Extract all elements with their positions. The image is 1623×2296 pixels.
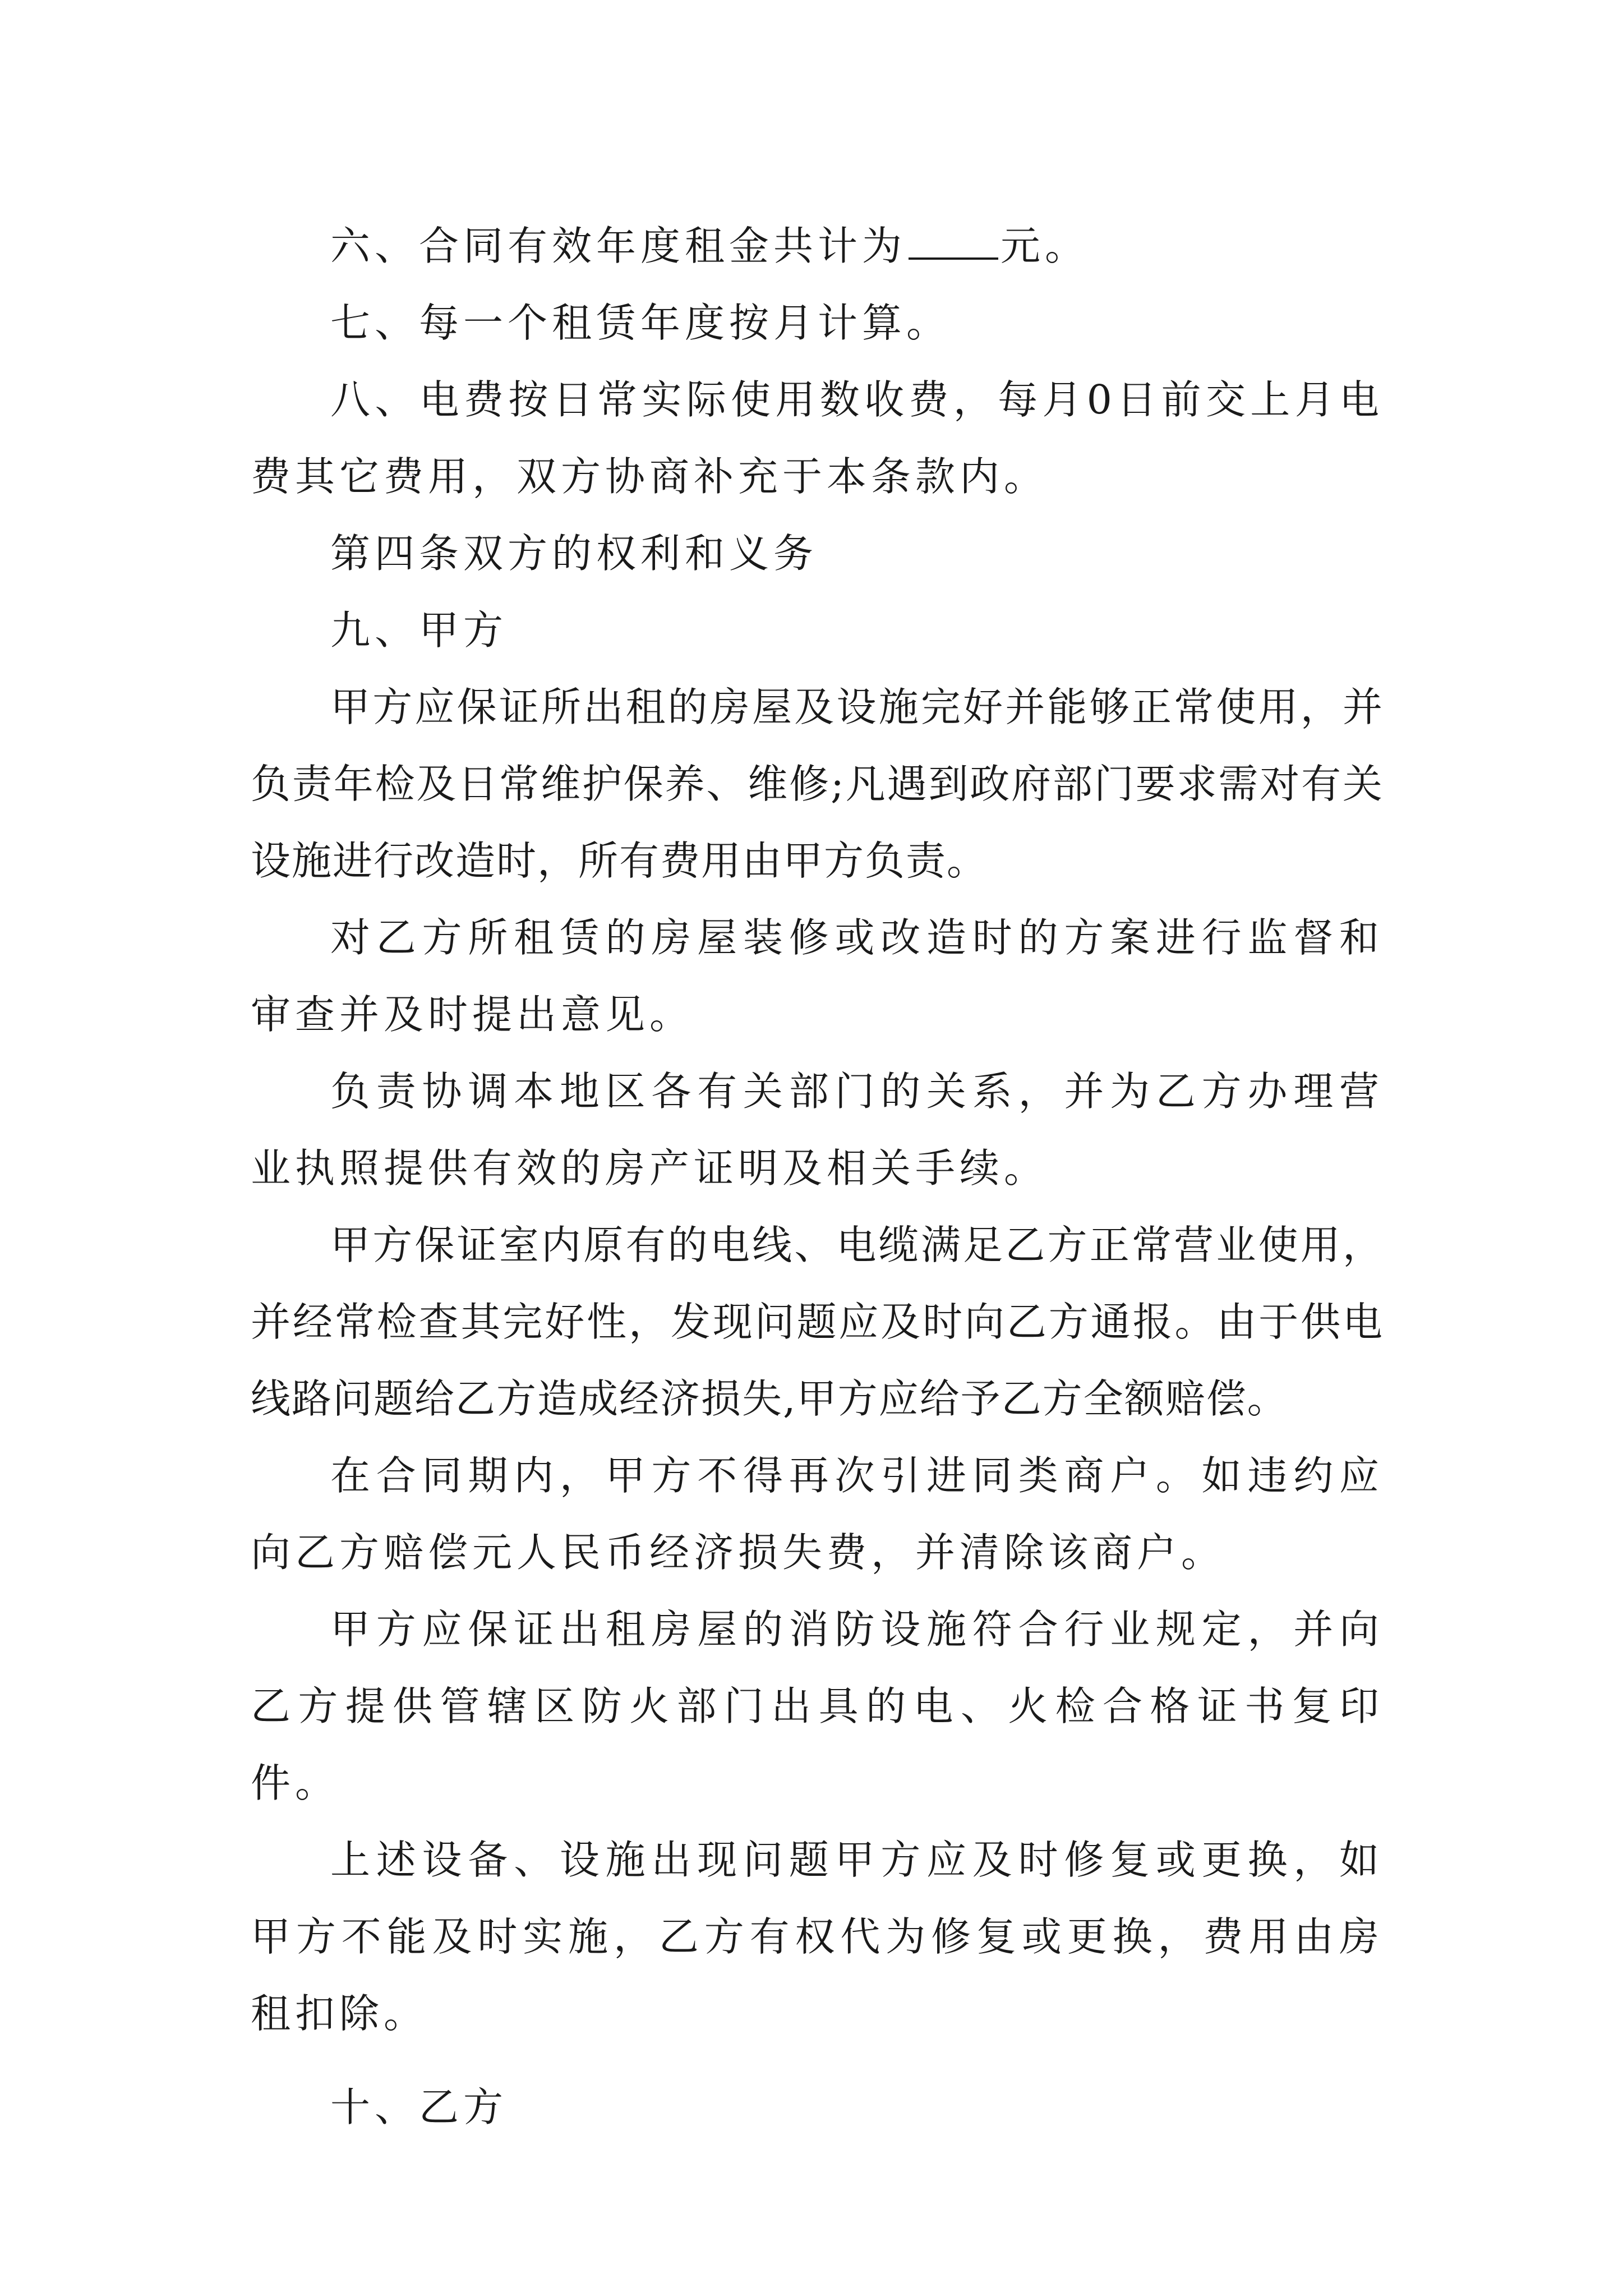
paragraph-party-a-facilities: 甲方应保证所出租的房屋及设施完好并能够正常使用，并负责年检及日常维护保养、维修;凡遇到政府部门要求需对有关设施进行改造时，所有费用由甲方负责。: [251, 684, 1384, 884]
rent-amount-blank: [909, 224, 998, 260]
paragraph-electricity-fee: 八、电费按日常实际使用数收费，每月0日前交上月电费其它费用，双方协商补充于本条款内。: [251, 376, 1384, 500]
paragraph-party-a-exclusivity: 在合同期内，甲方不得再次引进同类商户。如违约应向乙方赔偿元人民币经济损失费，并清除该商户。: [251, 1452, 1384, 1576]
spacer: [251, 2052, 1384, 2069]
subsection-heading-party-a: 九、甲方: [330, 607, 508, 654]
rent-total-unit: 元。: [1000, 223, 1090, 269]
section-heading-rights-obligations: 第四条双方的权利和义务: [330, 530, 818, 577]
document-body: [251, 208, 1384, 2146]
paragraph-party-a-coordination: 负责协调本地区各有关部门的关系，并为乙方办理营业执照提供有效的房产证明及相关手续。: [251, 1068, 1384, 1191]
paragraph-monthly-calc: 七、每一个租赁年度按月计算。: [330, 300, 951, 346]
paragraph-party-a-electrical: 甲方保证室内原有的电线、电缆满足乙方正常营业使用，并经常检查其完好性，发现问题应及时向乙方通报。由于供电线路问题给乙方造成经济损失,甲方应给予乙方全额赔偿。: [251, 1222, 1384, 1422]
paragraph-party-a-supervision: 对乙方所租赁的房屋装修或改造时的方案进行监督和审查并及时提出意见。: [251, 914, 1384, 1038]
paragraph-rent-total: [251, 208, 1384, 284]
subsection-heading-party-b: 十、乙方: [330, 2084, 508, 2131]
paragraph-party-a-fire-safety: 甲方应保证出租房屋的消防设施符合行业规定，并向乙方提供管辖区防火部门出具的电、火检合格证书复印件。: [251, 1606, 1384, 1806]
paragraph-party-a-repairs: 上述设备、设施出现问题甲方应及时修复或更换，如甲方不能及时实施，乙方有权代为修复或更换，费用由房租扣除。: [251, 1837, 1384, 2037]
rent-total-text: 六、合同有效年度租金共计为: [330, 223, 907, 269]
